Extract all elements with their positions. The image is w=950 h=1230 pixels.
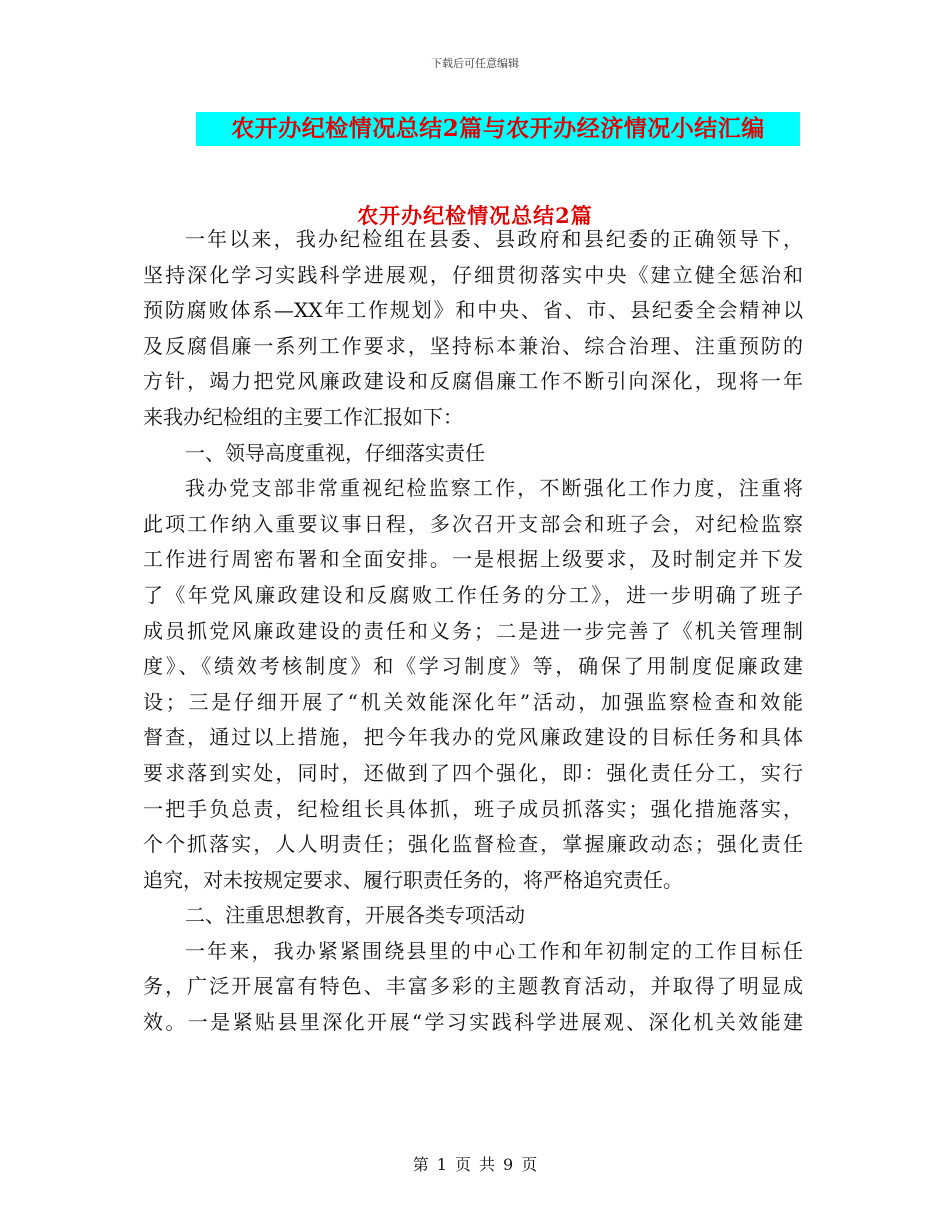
body-line: 一年以来，我办纪检组在县委、县政府和县纪委的正确领导下， xyxy=(185,227,803,251)
body-line: 方针，竭力把党风廉政建设和反腐倡廉工作不断引向深化，现将一年 xyxy=(143,369,803,394)
section-heading: 一、领导高度重视，仔细落实责任 xyxy=(185,440,485,465)
current-page-number: 1 xyxy=(436,1155,447,1174)
body-line: 来我办纪检组的主要工作汇报如下： xyxy=(143,404,463,429)
body-line: 工作进行周密布署和全面安排。一是根据上级要求，及时制定并下发 xyxy=(143,547,803,572)
footer-page-unit: 页 xyxy=(454,1155,471,1174)
footer-total-label: 共 xyxy=(479,1155,496,1174)
body-line: 督查，通过以上措施，把今年我办的党风廉政建设的目标任务和具体 xyxy=(143,725,803,750)
header-note: 下载后可任意编辑 xyxy=(431,57,519,70)
main-title: 农开办纪检情况总结2篇与农开办经济情况小结汇编 xyxy=(196,112,800,146)
body-text xyxy=(143,222,803,1041)
body-line: 了《年党风廉政建设和反腐败工作任务的分工》，进一步明确了班子 xyxy=(143,582,803,607)
body-line: 务，广泛开展富有特色、丰富多彩的主题教育活动，并取得了明显成 xyxy=(143,974,803,999)
body-line: 效。一是紧贴县里深化开展“学习实践科学进展观、深化机关效能建 xyxy=(143,1010,803,1035)
body-line: 此项工作纳入重要议事日程，多次召开支部会和班子会，对纪检监察 xyxy=(143,511,803,536)
body-line: 及反腐倡廉一系列工作要求，坚持标本兼治、综合治理、注重预防的 xyxy=(143,333,803,358)
body-line: 个个抓落实，人人明责任；强化监督检查，掌握廉政动态；强化责任 xyxy=(143,832,803,857)
section-title: 农开办纪检情况总结2篇 xyxy=(357,203,593,228)
body-line: 坚持深化学习实践科学进展观，仔细贯彻落实中央《建立健全惩治和 xyxy=(143,262,803,287)
total-pages-number: 9 xyxy=(503,1155,514,1174)
footer-page-label: 第 xyxy=(412,1155,429,1174)
footer-total-unit: 页 xyxy=(521,1155,538,1174)
page-footer xyxy=(0,1152,950,1175)
body-line: 要求落到实处，同时，还做到了四个强化，即：强化责任分工，实行 xyxy=(143,760,803,785)
body-line: 设；三是仔细开展了“机关效能深化年”活动，加强监察检查和效能 xyxy=(143,689,803,714)
section-heading: 二、注重思想教育，开展各类专项活动 xyxy=(185,903,525,928)
body-line: 成员抓党风廉政建设的责任和义务；二是进一步完善了《机关管理制 xyxy=(143,618,803,643)
body-line: 追究，对未按规定要求、履行职责任务的，将严格追究责任。 xyxy=(143,867,683,892)
body-line: 一年来，我办紧紧围绕县里的中心工作和年初制定的工作目标任 xyxy=(185,938,803,963)
body-line: 度》、《绩效考核制度》和《学习制度》等，确保了用制度促廉政建 xyxy=(143,654,803,679)
body-line: 预防腐败体系—XX年工作规划》和中央、省、市、县纪委全会精神以 xyxy=(143,298,803,323)
body-line: 我办党支部非常重视纪检监察工作，不断强化工作力度，注重将 xyxy=(185,476,803,501)
body-line: 一把手负总责，纪检组长具体抓，班子成员抓落实；强化措施落实， xyxy=(143,796,803,821)
